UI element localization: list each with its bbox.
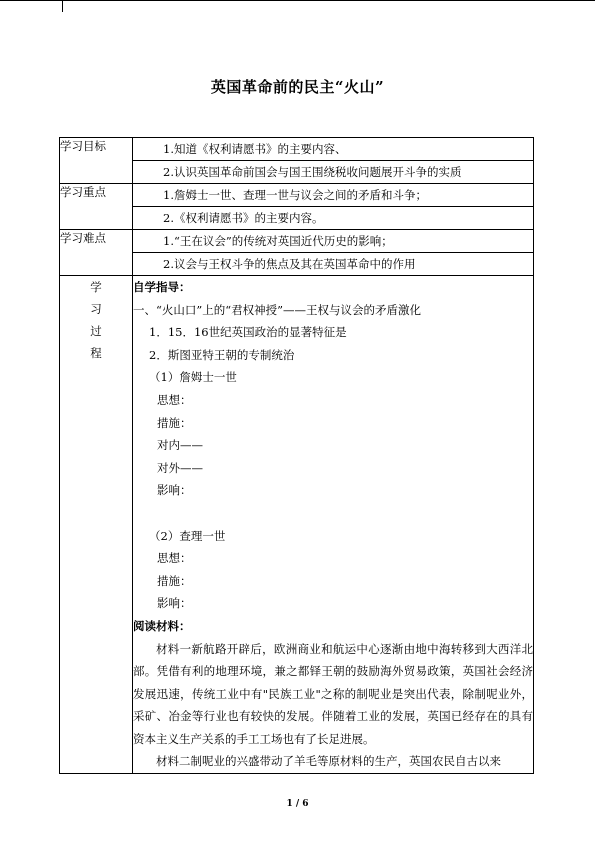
table-row bbox=[60, 184, 534, 230]
row-content bbox=[133, 138, 534, 184]
process-label bbox=[60, 276, 133, 774]
process-label-char: 过 bbox=[90, 324, 102, 338]
sub-heading: （1）詹姆士一世 bbox=[149, 370, 237, 385]
process-content bbox=[133, 276, 534, 774]
material-paragraph: 材料二制呢业的兴盛带动了羊毛等原材料的生产，英国农民自古以来 bbox=[156, 754, 501, 769]
row-label: 学习目标 bbox=[60, 138, 133, 184]
field-label: 对外—— bbox=[157, 460, 203, 475]
page-number: 1 / 6 bbox=[286, 799, 309, 809]
header-tick bbox=[62, 0, 63, 12]
row-label: 学习难点 bbox=[60, 230, 133, 276]
guide-heading: 自学指导： bbox=[133, 280, 191, 294]
row-line: 2.《权利请愿书》的主要内容。 bbox=[133, 206, 533, 229]
field-label: 影响： bbox=[157, 596, 192, 611]
field-label: 思想： bbox=[157, 551, 192, 566]
lesson-table bbox=[59, 137, 534, 774]
row-line: 2.认识英国革命前国会与国王围绕税收问题展开斗争的实质 bbox=[133, 160, 533, 183]
field-label: 影响： bbox=[157, 483, 192, 498]
reading-heading: 阅读材料： bbox=[133, 618, 191, 633]
row-label: 学习重点 bbox=[60, 184, 133, 230]
row-line: 1.知道《权利请愿书》的主要内容、 bbox=[163, 142, 347, 156]
list-item: 2．斯图亚特王朝的专制统治 bbox=[149, 347, 295, 362]
row-content bbox=[133, 230, 534, 276]
section-heading: 一、“火山口”上的“君权神授”——王权与议会的矛盾激化 bbox=[133, 302, 422, 317]
process-label-char: 习 bbox=[90, 302, 102, 316]
spacer bbox=[133, 502, 533, 525]
page-title: 英国革命前的民主“火山” bbox=[210, 78, 385, 96]
row-line: 1.“王在议会”的传统对英国近代历史的影响； bbox=[163, 234, 393, 248]
row-content bbox=[133, 184, 534, 230]
table-row bbox=[60, 276, 534, 774]
process-label-char: 程 bbox=[90, 346, 102, 360]
process-label-char: 学 bbox=[90, 280, 102, 294]
row-line: 1.詹姆士一世、查理一世与议会之间的矛盾和斗争； bbox=[163, 188, 427, 202]
table-row bbox=[60, 230, 534, 276]
material-paragraph: 材料一新航路开辟后，欧洲商业和航运中心逐渐由地中海转移到大西洋北部。凭借有利的地理环境，兼之都铎王朝的鼓励海外贸易政策，英国社会经济发展迅速，传统工业中有"民族工业"之称的制呢业是突出代表，除制呢业外，采矿、冶金等行业也有较快的发展。伴随着工业的发展，英国已经存在的具有资本主义生产关系的手工工场也有了长足进展。 bbox=[133, 641, 533, 746]
list-item: 1．15．16世纪英国政治的显著特征是 bbox=[149, 325, 347, 340]
field-label: 对内—— bbox=[157, 438, 203, 453]
header-rule bbox=[0, 0, 595, 1]
sub-heading: （2）查理一世 bbox=[149, 528, 226, 543]
table-row bbox=[60, 138, 534, 184]
field-label: 措施： bbox=[157, 573, 192, 588]
row-line: 2.议会与王权斗争的焦点及其在英国革命中的作用 bbox=[133, 252, 533, 275]
field-label: 措施： bbox=[157, 415, 192, 430]
field-label: 思想： bbox=[157, 392, 192, 407]
